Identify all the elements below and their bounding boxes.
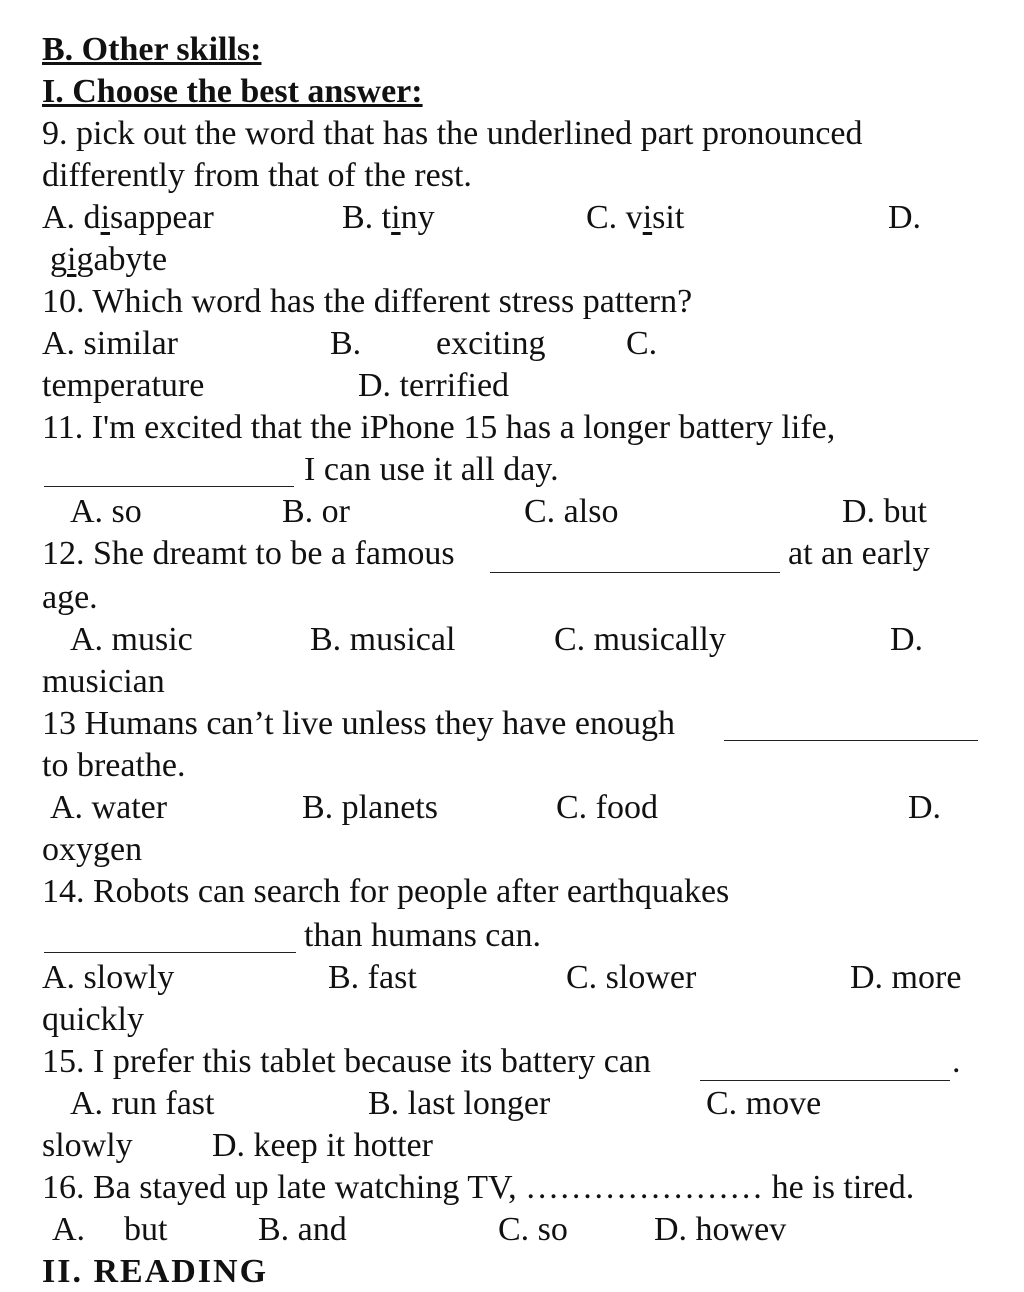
q12-option-c: C. musically (554, 621, 726, 658)
q9-option-c: C. visit (586, 199, 685, 236)
q9-option-a: A. disappear (42, 199, 214, 236)
q10-stem: 10. Which word has the different stress pattern? (42, 283, 693, 320)
q12-stem-line2: age. (42, 579, 98, 616)
q13-option-d-label: D. (908, 789, 942, 826)
q11-stem-line2: I can use it all day. (304, 451, 559, 488)
q12-option-b: B. musical (310, 621, 456, 658)
q10-option-b-word: exciting (436, 325, 546, 362)
q16-option-a-word: but (124, 1211, 168, 1248)
q10-option-d: D. terrified (358, 367, 510, 404)
q10-option-a: A. similar (42, 325, 178, 362)
q14-option-b: B. fast (328, 959, 417, 996)
q10-option-c-word: temperature (42, 367, 205, 404)
q14-option-d-cont: quickly (42, 1001, 144, 1038)
q15-stem: 15. I prefer this tablet because its battery can (42, 1043, 651, 1080)
q16-option-d: D. howev (654, 1211, 787, 1248)
q15-option-c-cont: slowly (42, 1127, 133, 1164)
q16-stem: 16. Ba stayed up late watching TV, ………………… he is tired. (42, 1169, 915, 1206)
q14-stem-line2: than humans can. (304, 917, 541, 954)
q9-option-b: B. tiny (342, 199, 435, 236)
q9-option-d-word: gigabyte (50, 241, 168, 278)
q14-answer-blank (44, 952, 296, 953)
q15-option-c: C. move (706, 1085, 822, 1122)
q16-option-a-label: A. (52, 1211, 86, 1248)
q15-option-d: D. keep it hotter (212, 1127, 433, 1164)
q11-option-d: D. but (842, 493, 927, 530)
q12-option-a: A. music (70, 621, 193, 658)
q12-stem-pre: 12. She dreamt to be a famous (42, 535, 455, 572)
q14-stem-line1: 14. Robots can search for people after earthquakes (42, 873, 730, 910)
q15-stem-end: . (952, 1043, 961, 1080)
q13-option-a: A. water (50, 789, 168, 826)
q11-option-a: A. so (70, 493, 142, 530)
q11-stem-line1: 11. I'm excited that the iPhone 15 has a longer battery life, (42, 409, 836, 446)
q15-option-a: A. run fast (70, 1085, 215, 1122)
q12-stem-post: at an early (788, 535, 930, 572)
q14-option-a: A. slowly (42, 959, 175, 996)
q10-option-c-label: C. (626, 325, 658, 362)
q9-stem-line2: differently from that of the rest. (42, 157, 472, 194)
q13-option-d-word: oxygen (42, 831, 143, 868)
q14-option-d: D. more (850, 959, 962, 996)
section-title: B. Other skills: (42, 31, 262, 68)
q15-answer-blank (700, 1080, 950, 1081)
q16-option-b: B. and (258, 1211, 347, 1248)
q11-answer-blank (44, 486, 294, 487)
q13-option-c: C. food (556, 789, 658, 826)
q13-answer-blank (724, 740, 978, 741)
q11-option-b: B. or (282, 493, 350, 530)
q12-option-d-word: musician (42, 663, 165, 700)
q9-stem-line1: 9. pick out the word that has the underlined part pronounced (42, 115, 863, 152)
q10-option-b-label: B. (330, 325, 362, 362)
next-section-title: II. READING (42, 1253, 269, 1290)
q9-option-d-label: D. (888, 199, 922, 236)
q12-option-d-label: D. (890, 621, 924, 658)
q13-stem-line2: to breathe. (42, 747, 186, 784)
q15-option-b: B. last longer (368, 1085, 551, 1122)
q13-option-b: B. planets (302, 789, 438, 826)
q14-option-c: C. slower (566, 959, 697, 996)
q16-option-c: C. so (498, 1211, 568, 1248)
q13-stem: 13 Humans can’t live unless they have enough (42, 705, 675, 742)
q12-answer-blank (490, 572, 780, 573)
part-title: I. Choose the best answer: (42, 73, 423, 110)
q11-option-c: C. also (524, 493, 619, 530)
